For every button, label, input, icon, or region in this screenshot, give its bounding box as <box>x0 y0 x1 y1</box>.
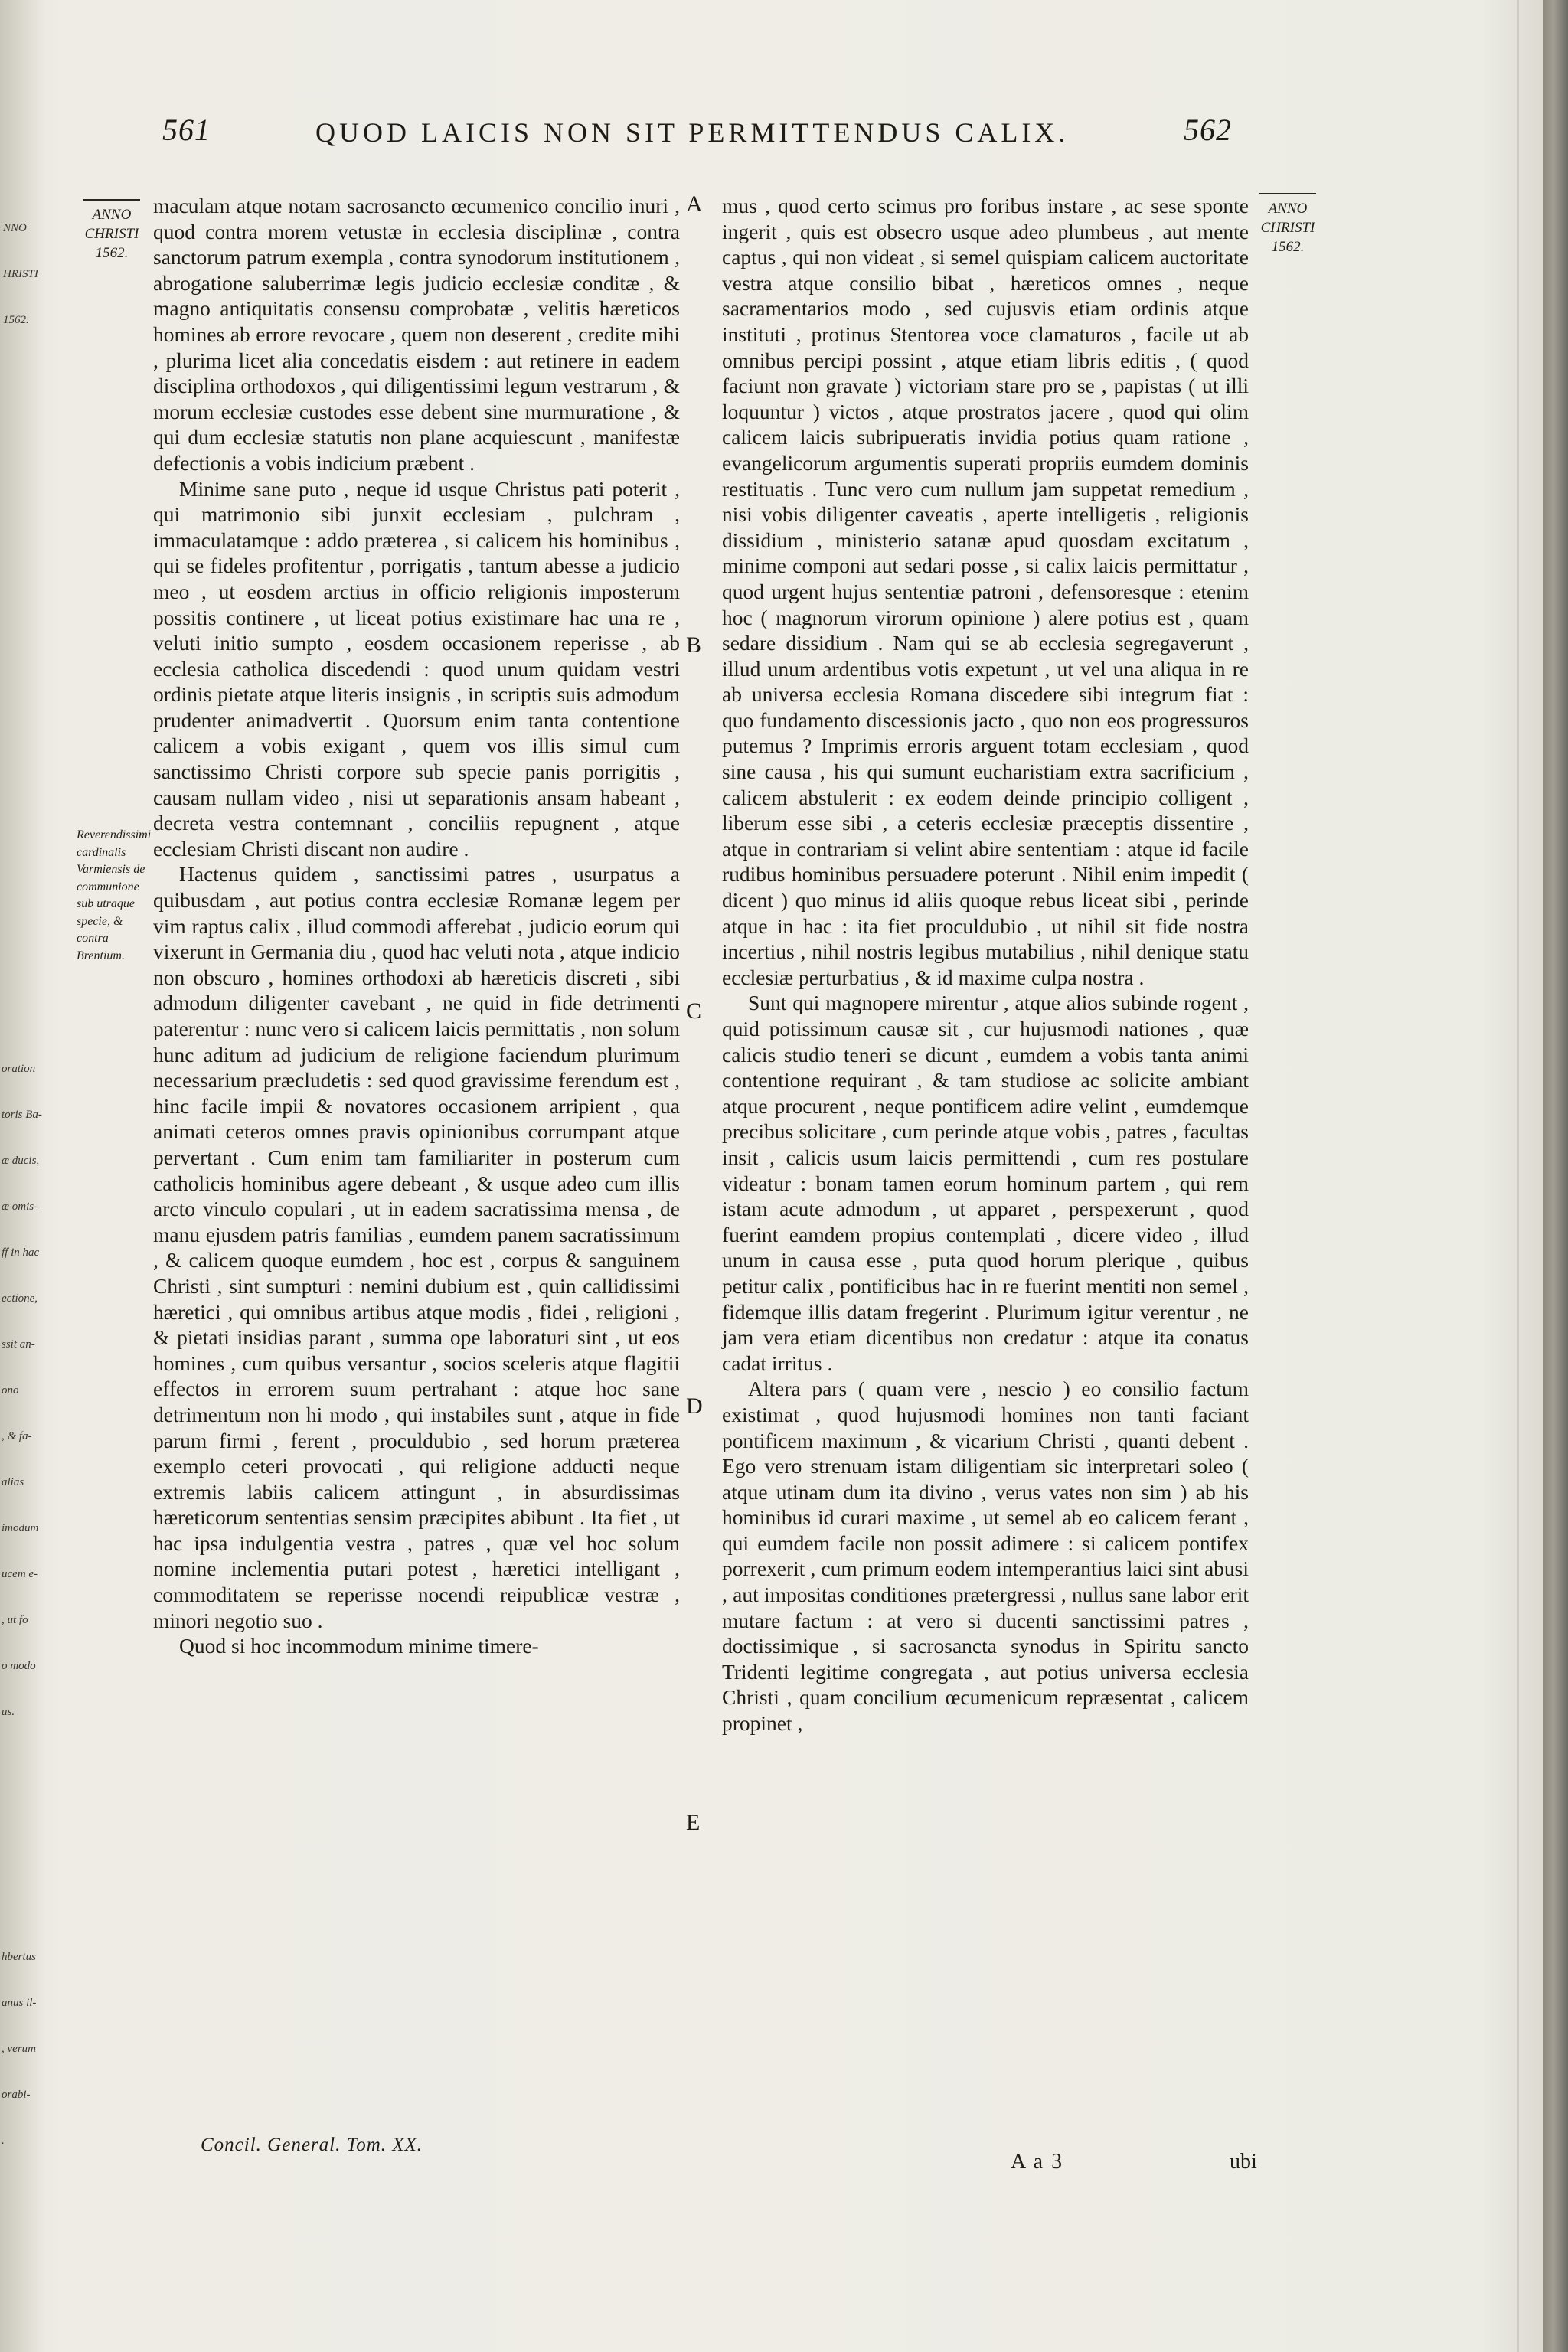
section-letter-d: D <box>686 1393 703 1419</box>
prev-page-line: æ ducis, <box>2 1155 40 1167</box>
prev-page-line: hbertus <box>2 1951 36 1963</box>
running-header <box>0 112 1544 158</box>
prev-page-line: , & fa- <box>2 1430 32 1442</box>
prev-page-line: oration <box>2 1063 36 1075</box>
anno-christi-label: ANNO CHRISTI <box>84 207 139 242</box>
page-fold-line <box>1517 0 1519 2352</box>
prev-page-fragment-low <box>2 1919 36 2164</box>
prev-page-line: HRISTI <box>3 268 38 280</box>
paragraph: Altera pars ( quam vere , nescio ) eo consilio factum existimat , quod hujusmodi homines non tanti faciant pontificem maximum , & vicarium Christi , quanti debent . Ego vero strenuam istam diligentiam sic interpretari soleo ( atque utinam dum ita divino , verus vates non sim ) ab his hominibus id curari maxime , ut semel ab eo calicem ferant , qui eumdem facile non possit adimere : si calicem pontifex porrexerit , cum primum eodem intemperantius laici sint abusi , aut impositas conditiones prætergressi , nullus sane labor erit mutare factum : at vero si ducenti sanctissimi patres , doctissimique , si sacrosancta synodus in Spiritu sancto Tridenti legitime congregata , aut potius universa ecclesia Christi , quam concilium œcumenicum repræsentat , calicem propinet , <box>722 1377 1249 1736</box>
prev-page-line: ono <box>2 1384 19 1396</box>
volume-footer: Concil. General. Tom. XX. <box>201 2135 423 2155</box>
paragraph: Hactenus quidem , sanctissimi patres , usurpatus a quibusdam , aut potius contra ecclesiæ Romanæ legem per vim raptus calix , illud commodi afferebat , judicio eorum qui vixerunt in Germania diu , quod hac veluti nota , atque indicio non obscuro , homines orthodoxi ab hæreticis discreti , sibi admodum diligenter cavebant , ne quid in fide detrimenti paterentur : nunc vero si calicem laicis permittatis , non solum hunc aditum ad judicium de religione faciendum plurimum necessarium præcludetis : sed quod gravissime ferendum est , hinc facile impii & novatores occasionem arripient , qua animati ceteros omnes pravis opinionibus corrumpant atque pervertant . Cum enim tam familiariter in posterum cum catholicis hominibus agere debeant , & usque adeo cum illis arcto vinculo copulari , ut in eadem sacratissima mensa , de manu ejusdem patris familias , eumdem panem sacratissimum , & calicem quoque eumdem , hoc est , corpus & sanguinem Christi , sint sumpturi : nemini dubium est , quin callidissimi hæretici , qui omnibus artibus atque modis , fidei , religioni , & pietati insidias parant , summa ope laboraturi sint , ut eos homines , cum quibus versantur , socios sceleris atque flagitii effectos in errorem suum pertrahant : atque hoc sane detrimentum non hi modo , qui instabiles sunt , atque in fide parum firmi , ferent , proculdubio , sed horum præterea exemplo ceteri provocati , qui religione adducti neque extremis labiis calicem attingunt , in absurdissimas hæreticorum sententias sensim præcipites abibunt . Ita fiet , ut hac ipsa indulgentia vestra , patres , quæ vel hoc solum nomine inclementia putari potest , hæretici intelligant , commoditatem se reperisse nocendi reipublicæ vestræ , minori negotio suo . <box>153 862 680 1632</box>
prev-page-line: ssit an- <box>2 1338 35 1351</box>
section-letter-e: E <box>686 1810 701 1835</box>
margin-rule <box>1259 193 1316 194</box>
prev-page-line: NNO <box>3 222 27 234</box>
text-column-left <box>153 193 680 1659</box>
prev-page-line: , verum <box>2 2043 36 2055</box>
paragraph: mus , quod certo scimus pro foribus instare , ac sese sponte ingerit , quis est obsecro usque adeo plumbeus , aut mente captus , qui non videat , si semel quispiam calicem auctoritate vestra atque consilio bibat , hæreticos omnes , neque sacramentarios modo , sed cujusvis etiam ordinis atque instituti , protinus Stentorea voce clamaturos , facile ut ab omnibus percipi possint , atque etiam libris editis , ( quod faciunt non gravate ) victoriam stare pro se , papistas ( ut illi loquuntur ) victos , atque prostratos jacere , quod qui olim calicem laicis subripueratis invidia potius quam ratione , evangelicorum argumentis superati propriis eumdem dominis restituatis . Tunc vero cum nullum jam suppetat remedium , nisi vobis diligenter caveatis , aperte intelligetis , religionis dissidium , ministerio satanæ apud quosdam excitatum , minime componi aut sedari posse , si calix laicis permittatur , quod urgent hujus sententiæ patroni , defensoresque : etenim hoc ( magnorum virorum opinione ) alere potius est , quam sedare dissidium . Nam qui se ab ecclesia segregaverunt , illud unum ardentibus votis expetunt , ut vel una aliqua in re ab universa ecclesia Romana discedere sibi integrum fiat : quo fundamento discessionis jacto , quo non eos progressuros putemus ? Imprimis erroris arguent totam ecclesiam , quod sine causa , his qui sumunt eucharistiam extra sacrificium , calicem abstulerit : ex eodem deinde principio colligent , liberum esse sibi , a ceteris ecclesiæ præceptis dissentire , atque in contrariam si velint abire sententiam : atque id facile rudibus hominibus persuadere poterunt . Nihil enim impedit ( dicent ) quo minus id aliis quoque rebus liceat sibi , perinde atque in hac : ita fiet proculdubio , ut nihil sit fide nostra incertius , nihil nostris legibus mutabilius , nihil denique statu ecclesiæ perturbatius , & id maxime culpa nostra . <box>722 194 1249 989</box>
prev-page-line: o modo <box>2 1660 36 1672</box>
prev-page-fragment-top <box>3 190 38 343</box>
prev-page-line: ucem e- <box>2 1568 38 1580</box>
anno-year: 1562. <box>1271 239 1305 255</box>
section-letter-c: C <box>686 998 702 1024</box>
prev-page-line: anus il- <box>2 1997 37 2009</box>
catchword: ubi <box>1230 2150 1257 2174</box>
prev-page-fragment-mid <box>2 1031 42 1735</box>
page-edge <box>1544 0 1568 2352</box>
prev-page-line: . <box>2 2135 5 2147</box>
prev-page-line: alias <box>2 1476 24 1488</box>
prev-page-line: 1562. <box>3 314 29 326</box>
page-number-left: 561 <box>162 113 211 147</box>
anno-christi-label: ANNO CHRISTI <box>1260 201 1315 236</box>
prev-page-line: us. <box>2 1706 15 1718</box>
margin-year-note-right <box>1250 193 1326 256</box>
margin-rule <box>83 199 140 201</box>
paragraph: Quod si hoc incommodum minime timere- <box>179 1634 539 1658</box>
running-title: QUOD LAICIS NON SIT PERMITTENDUS CALIX. <box>315 117 1070 148</box>
signature-mark: A a 3 <box>1011 2150 1064 2174</box>
prev-page-line: orabi- <box>2 2089 31 2101</box>
margin-year-note-left <box>74 199 150 263</box>
section-letter-a: A <box>686 191 703 217</box>
prev-page-line: toris Ba- <box>2 1109 42 1121</box>
text-column-right <box>722 193 1249 1736</box>
anno-year: 1562. <box>95 245 129 261</box>
paragraph: maculam atque notam sacrosancto œcumenico concilio inuri , quod contra morem vetustæ in ecclesia disciplinæ , contra sanctorum patrum exempla , contra synodorum institutionem , abrogatione saluberrimæ legis judicio ecclesiæ conditæ , & magno antiquitatis consensu comprobatæ , velitis hæreticos homines ab errore revocare , quem non deserent , credite mihi , plurima licet alia concedatis eisdem : aut retinere in eadem disciplina orthodoxos , qui diligentissimi legum vestrarum , & morum ecclesiæ custodes esse debent sine murmuratione , & qui dum ecclesiæ statutis non plane acquiescunt , manifestæ defectionis a vobis indicium præbent . <box>153 194 680 475</box>
paragraph: Minime sane puto , neque id usque Christus pati poterit , qui matrimonio sibi junxit ecclesiam , pulchram , immaculatamque : addo præterea , si calicem his hominibus , qui se fideles profitentur , porrigatis , tantum abesse a judicio meo , ut eosdem arctius in officio religionis imposterum possitis continere , ut liceat potius existimare hac una re , veluti initio sumpto , eosdem occasionem reperisse , ab ecclesia catholica discedendi : quod unum quidam vestri ordinis pietate atque literis insignis , in scriptis suis admodum prudenter animadvertit . Quorsum enim tanta contentione calicem a vobis exigant , quem vos illis simul cum sanctissimo Christi corpore sub specie panis porrigitis , causam nullam video , nisi ut separationis ansam habeant , decreta vestra contemnant , conciliis repugnent , atque ecclesiam Christi discant non audire . <box>153 476 680 861</box>
prev-page-line: , ut fo <box>2 1614 28 1626</box>
marginal-note: Reverendissimi cardinalis Varmiensis de communione sub utraque specie, & contra Brentium. <box>77 828 152 962</box>
prev-page-line: ff in hac <box>2 1246 40 1259</box>
section-letter-b: B <box>686 632 702 658</box>
prev-page-line: imodum <box>2 1522 39 1534</box>
prev-page-line: æ omis- <box>2 1200 38 1213</box>
prev-page-line: ectione, <box>2 1292 38 1305</box>
page-number-right: 562 <box>1184 113 1232 147</box>
paragraph: Sunt qui magnopere mirentur , atque alios subinde rogent , quid potissimum causæ sit , cur hujusmodi nationes , quæ calicis studio teneri se dicunt , eumdem a vobis tanta animi contentione requirant , & tam studiose ac solicite ambiant atque procurent , neque pontificem adire velint , eumdemque precibus solicitare , cum perinde atque vobis , patres , facultas insit , calicis usum laicis permittendi , cum res postulare videatur : bonam tamen eorum hominum partem , qui rem istam acute admodum , ut apparet , perspexerunt , quod fuerint eamdem propius contemplati , dicere video , illud unum in causa esse , puta quod horum plerique , quibus petitur calix , pontificibus hac in re fuerint mentiti non semel , fidemque illis datam fregerint . Plurimum igitur verentur , ne jam vera etiam dicentibus non credatur : atque ita conatus cadat irritus . <box>722 991 1249 1375</box>
